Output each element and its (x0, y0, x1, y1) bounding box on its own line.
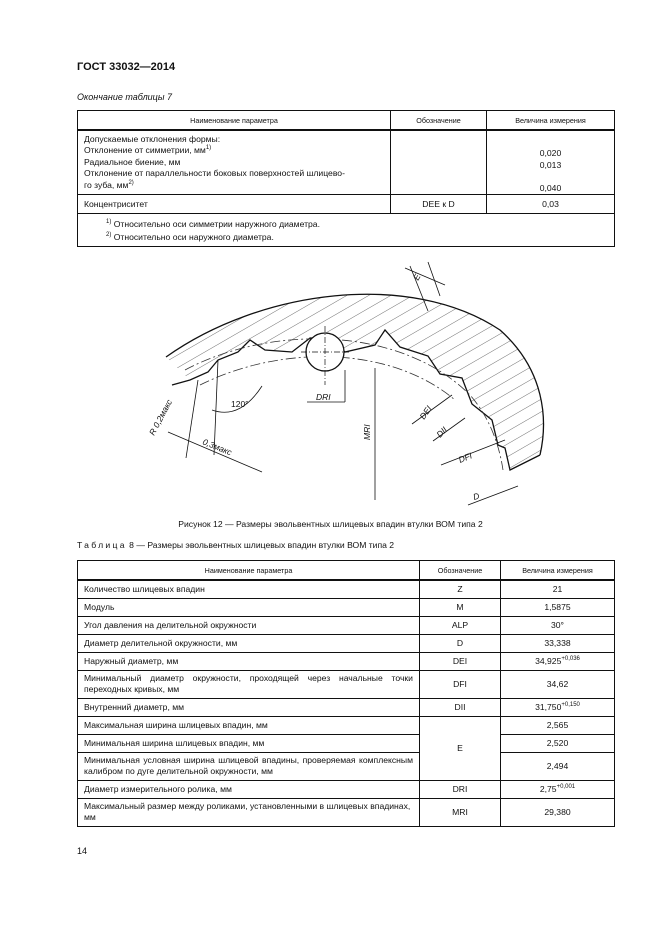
row-name: Концентриситет (78, 195, 391, 214)
value-line: 0,040 (539, 182, 562, 193)
label-d: D (471, 490, 481, 502)
label-mri: MRI (362, 424, 372, 440)
table-row (78, 698, 615, 716)
label-dei: DEI (417, 403, 434, 422)
footnote: $^{1)}$ Относительно оси симметрии наружного диаметра. (106, 219, 320, 229)
row-value: 2,565 (501, 716, 615, 734)
table-row (78, 652, 615, 670)
row-value: 33,338 (501, 634, 615, 652)
row-name: Модуль (78, 598, 420, 616)
row-value: 2,520 (501, 734, 615, 752)
row-value: 21 (501, 580, 615, 598)
footnote: $^{2)}$ Относительно оси наружного диаметра. (106, 232, 274, 242)
value-line: 0,020 (539, 148, 562, 158)
table-row (78, 580, 615, 598)
row-symbol: Z (420, 580, 501, 598)
column-header: Наименование параметра (78, 111, 391, 131)
row-value: 29,380 (501, 798, 615, 826)
column-header: Величина измерения (487, 111, 615, 131)
row-name: Минимальная условная ширина шлицевой впадины, проверяемая комплексным калибром по дуге делительной окружности, мм (78, 752, 420, 780)
row-value: $34,925^{+0,036}$ (501, 652, 615, 670)
row-name: Минимальный диаметр окружности, проходящей через начальные точки переходных кривых, мм (78, 670, 420, 698)
row-symbol (391, 130, 487, 195)
column-header: Обозначение (391, 111, 487, 131)
row-value: 0,03 (487, 195, 615, 214)
table7-caption: Окончание таблицы 7 (77, 92, 172, 102)
figure-caption: Рисунок 12 — Размеры эвольвентных шлицевых впадин втулки ВОМ типа 2 (178, 519, 483, 529)
row-symbol: D (420, 634, 501, 652)
row-symbol: ALP (420, 616, 501, 634)
table-8 (77, 560, 615, 827)
label-dfi: DFI (457, 450, 474, 465)
row-value: 30° (501, 616, 615, 634)
table-row (78, 195, 615, 214)
row-symbol: MRI (420, 798, 501, 826)
row-value: $31,750^{+0,150}$ (501, 698, 615, 716)
label-c03: 0,3макс (201, 436, 234, 458)
form-dev-line: го зуба, $мм^{2)}$ (84, 179, 134, 190)
column-header: Величина измерения (501, 561, 615, 581)
row-value: 34,62 (501, 670, 615, 698)
column-header: Наименование параметра (78, 561, 420, 581)
table-row (78, 798, 615, 826)
table-row (78, 780, 615, 798)
table-row (78, 616, 615, 634)
document-header: ГОСТ 33032—2014 (77, 61, 176, 73)
row-symbol: DEE к D (391, 195, 487, 214)
row-values (487, 130, 615, 195)
form-dev-line: Отклонение от параллельности боковых поверхностей шлицево- (84, 168, 345, 179)
form-dev-line: Радиальное биение, мм (84, 156, 181, 167)
table-header-row (78, 561, 615, 581)
row-name (78, 130, 391, 195)
table-row (78, 752, 615, 780)
label-r02: R 0,2макс (146, 397, 175, 437)
page-number: 14 (77, 846, 88, 856)
label-dii: DII (434, 424, 450, 440)
row-name: Наружный диаметр, мм (78, 652, 420, 670)
table-7 (77, 110, 615, 247)
value-line (493, 171, 608, 183)
table-row (78, 670, 615, 698)
row-value: 1,5875 (501, 598, 615, 616)
label-e: E (411, 272, 423, 282)
row-value: $2,75^{+0,001}$ (501, 780, 615, 798)
row-symbol: DRI (420, 780, 501, 798)
row-name: Максимальный размер между роликами, установленными в шлицевых впадинах, мм (78, 798, 420, 826)
table-row (78, 130, 615, 195)
row-symbol: DII (420, 698, 501, 716)
row-name: Внутренний диаметр, мм (78, 698, 420, 716)
label-angle: 120° (231, 399, 249, 409)
form-dev-line: Отклонение от симметрии, $мм^{1)}$ (84, 145, 212, 156)
form-dev-title: Допускаемые отклонения формы: (84, 133, 221, 144)
table-row (78, 634, 615, 652)
value-line: 0,013 (539, 159, 562, 170)
spline-figure (0, 255, 661, 515)
row-name: Максимальная ширина шлицевых впадин, мм (78, 716, 420, 734)
row-name: Диаметр делительной окружности, мм (78, 634, 420, 652)
row-symbol: DEI (420, 652, 501, 670)
column-header: Обозначение (420, 561, 501, 581)
table-row (78, 734, 615, 752)
row-name: Диаметр измерительного ролика, мм (78, 780, 420, 798)
footnotes-row (78, 214, 615, 247)
label-dri: DRI (316, 392, 331, 402)
row-value: 2,494 (501, 752, 615, 780)
row-name: Минимальная ширина шлицевых впадин, мм (78, 734, 420, 752)
row-name: Количество шлицевых впадин (78, 580, 420, 598)
table-row (78, 598, 615, 616)
row-symbol: E (420, 716, 501, 780)
table8-caption: Таблица 8 — Размеры эвольвентных шлицевых впадин втулки ВОМ типа 2 (77, 540, 395, 550)
row-name: Угол давления на делительной окружности (78, 616, 420, 634)
table-row (78, 716, 615, 734)
footnotes (78, 214, 615, 247)
row-symbol: DFI (420, 670, 501, 698)
row-symbol: M (420, 598, 501, 616)
table-header-row (78, 111, 615, 131)
